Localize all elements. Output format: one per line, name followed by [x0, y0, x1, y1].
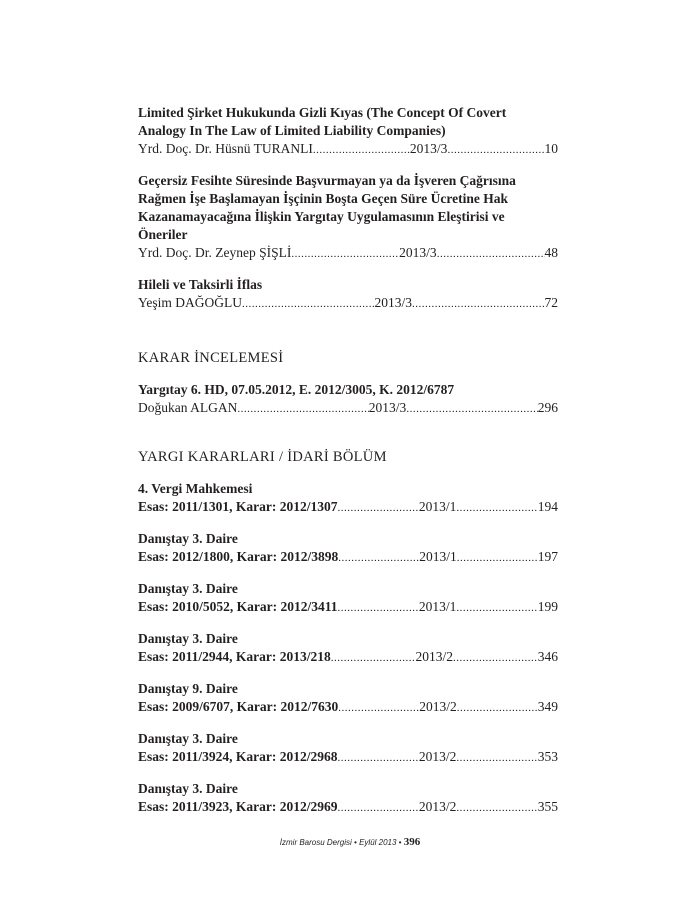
page-number: 355 [537, 799, 558, 814]
list-item [138, 680, 558, 717]
issue: 2013/1 [418, 599, 457, 614]
court-name: 4. Vergi Mahkemesi [138, 481, 253, 496]
leader-dots [237, 400, 368, 418]
case-reference: Esas: 2010/5052, Karar: 2012/3411 [138, 599, 338, 614]
author: Yrd. Doç. Dr. Hüsnü TURANLI [138, 141, 313, 156]
journal-name: İzmir Barosu Dergisi [279, 838, 352, 847]
toc-row [138, 548, 558, 567]
article-title [138, 172, 558, 244]
footer-page-number: 396 [403, 836, 421, 848]
leader-dots [456, 499, 537, 517]
article-title [138, 276, 558, 294]
leader-dots [457, 699, 538, 717]
case-reference: Esas: 2009/6707, Karar: 2012/7630 [138, 699, 339, 714]
issue: 2013/1 [419, 549, 457, 564]
title-line: Limited Şirket Hukukunda Gizli Kıyas (The Concept Of Covert [138, 105, 507, 120]
leader-dots [291, 245, 399, 263]
list-item [138, 780, 558, 817]
page-number: 10 [544, 141, 558, 156]
page-number: 346 [537, 649, 558, 664]
list-item [138, 530, 558, 567]
issue: 2013/3 [409, 141, 448, 156]
issue: 2013/3 [368, 400, 407, 415]
toc-row [138, 399, 558, 418]
issue: 2013/2 [419, 699, 457, 714]
separator: • [354, 838, 357, 847]
leader-dots [338, 549, 419, 567]
articles-list [138, 104, 558, 313]
title-line: Geçersiz Fesihte Süresinde Başvurmayan ya da İşveren Çağrısına [138, 173, 516, 188]
toc-row [138, 798, 558, 817]
title-line: Kazanamayacağına İlişkin Yargıtay Uygulamasının Eleştirisi ve [138, 209, 505, 224]
case-reference: Esas: 2011/2944, Karar: 2013/218 [138, 649, 331, 664]
list-item [138, 630, 558, 667]
issue: 2013/2 [418, 799, 457, 814]
issue: 2013/1 [418, 499, 457, 514]
court-name: Danıştay 3. Daire [138, 781, 238, 796]
toc-row [138, 598, 558, 617]
list-item [138, 580, 558, 617]
toc-row [138, 140, 558, 159]
title-line: Rağmen İşe Başlamayan İşçinin Boşta Geçen Süre Ücretine Hak [138, 191, 509, 206]
list-item [138, 381, 558, 418]
section-heading: YARGI KARARLARI / İDARİ BÖLÜM [138, 449, 387, 465]
toc-row [138, 244, 558, 263]
court-name: Danıştay 3. Daire [138, 531, 238, 546]
leader-dots [338, 699, 419, 717]
case-reference: Esas: 2011/3923, Karar: 2012/2969 [138, 799, 338, 814]
page-number: 199 [537, 599, 558, 614]
leader-dots [447, 141, 544, 159]
leader-dots [331, 649, 416, 667]
toc-row [138, 648, 558, 667]
leader-dots [338, 799, 419, 817]
separator: • [398, 838, 402, 847]
leader-dots [412, 295, 544, 313]
issue: 2013/2 [418, 749, 457, 764]
section-heading: KARAR İNCELEMESİ [138, 350, 284, 366]
issue-date: Eylül 2013 [359, 838, 397, 847]
page-number: 72 [544, 295, 558, 310]
list-item [138, 730, 558, 767]
case-reference: Esas: 2011/1301, Karar: 2012/1307 [138, 499, 338, 514]
case-reference: Esas: 2011/3924, Karar: 2012/2968 [138, 749, 338, 764]
article-title [138, 104, 558, 140]
page-number: 353 [537, 749, 558, 764]
leader-dots [437, 245, 545, 263]
issue: 2013/3 [399, 245, 437, 260]
issue: 2013/2 [415, 649, 453, 664]
list-item [138, 104, 558, 159]
issue: 2013/3 [374, 295, 413, 310]
title-line: Hileli ve Taksirli İflas [138, 277, 263, 292]
leader-dots [338, 599, 419, 617]
article-title [138, 381, 558, 399]
title-line: Analogy In The Law of Limited Liability Companies) [138, 123, 446, 138]
leader-dots [453, 649, 538, 667]
leader-dots [456, 799, 537, 817]
title-line: Yargıtay 6. HD, 07.05.2012, E. 2012/3005, K. 2012/6787 [138, 382, 455, 397]
title-line: Öneriler [138, 227, 188, 242]
leader-dots [313, 141, 410, 159]
court-name: Danıştay 3. Daire [138, 631, 238, 646]
court-name: Danıştay 3. Daire [138, 731, 238, 746]
case-reference: Esas: 2012/1800, Karar: 2012/3898 [138, 549, 339, 564]
author: Yrd. Doç. Dr. Zeynep ŞİŞLİ [138, 245, 292, 260]
list-item [138, 172, 558, 263]
page-number: 197 [537, 549, 558, 564]
toc-row [138, 748, 558, 767]
list-item [138, 276, 558, 313]
page-number: 194 [537, 499, 558, 514]
author: Yeşim DAĞOĞLU [138, 295, 243, 310]
author: Doğukan ALGAN [138, 400, 238, 415]
page-number: 296 [537, 400, 558, 415]
leader-dots [457, 549, 538, 567]
court-name: Danıştay 9. Daire [138, 681, 238, 696]
page-number: 349 [537, 699, 558, 714]
toc-row [138, 698, 558, 717]
table-of-contents [138, 104, 558, 830]
leader-dots [242, 295, 374, 313]
page-footer [0, 836, 700, 848]
toc-row [138, 294, 558, 313]
toc-row [138, 498, 558, 517]
page-number: 48 [544, 245, 558, 260]
court-name: Danıştay 3. Daire [138, 581, 238, 596]
leader-dots [406, 400, 537, 418]
leader-dots [456, 599, 537, 617]
leader-dots [338, 749, 419, 767]
list-item [138, 480, 558, 517]
leader-dots [456, 749, 537, 767]
leader-dots [338, 499, 419, 517]
